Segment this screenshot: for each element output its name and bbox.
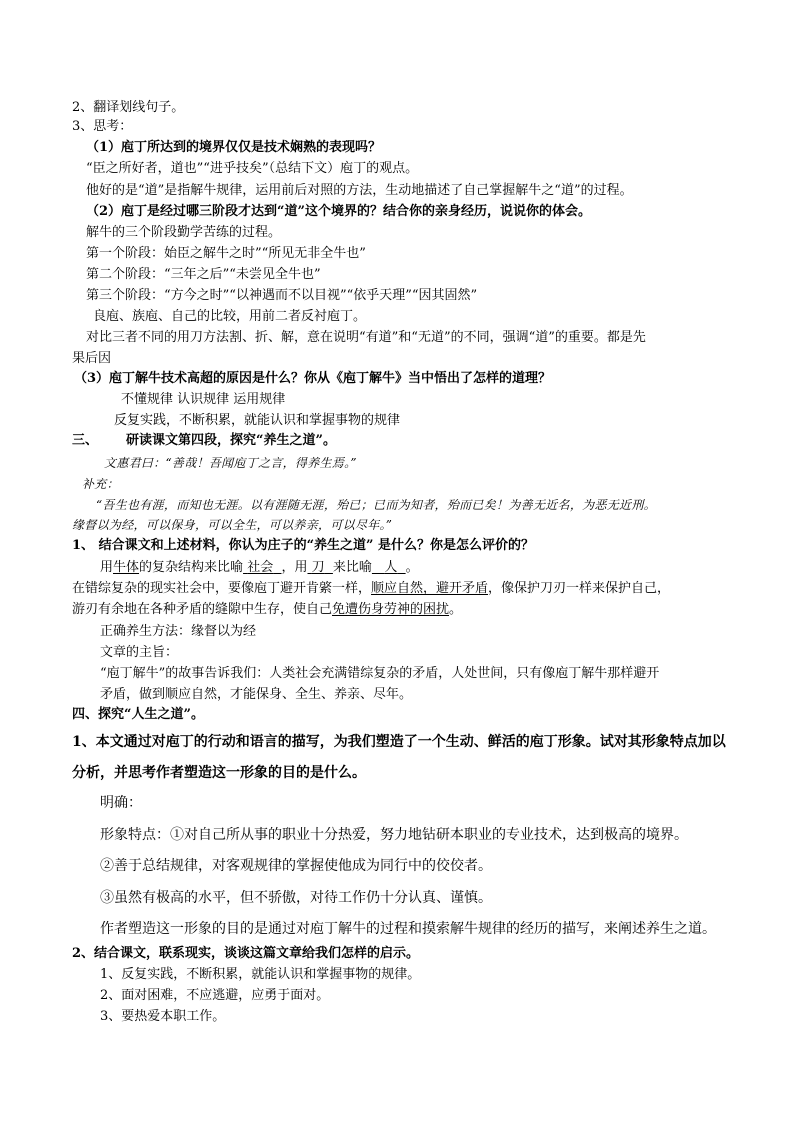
complex-1-post: ，像保护刀刃一样来保护自己， (488, 581, 671, 596)
complex-2-text: 游刃有余地在各种矛盾的缝隙中生存，使自己 (72, 602, 333, 617)
answer-3-line-2: 反复实践，不断积累，就能认识和掌握事物的规律 (114, 413, 401, 428)
trait-1: 形象特点：①对自己所从事的职业十分热爱，努力地钻研本职业的专业技术，达到极高的境界。 (100, 827, 688, 843)
complex-2-post: 。 (449, 602, 463, 617)
complex-2-underline: 免遭伤身劳神的困扰 (332, 602, 450, 617)
prompt-2: 2、结合课文，联系现实，谈谈这篇文章给我们怎样的启示。 (72, 946, 420, 961)
answer-1-line-1: “臣之所好者，道也”“进乎技矣”（总结下文）庖丁的观点。 (86, 161, 419, 176)
sub-question-1: （1）庖丁所达到的境界仅仅是技术娴熟的表现吗？ (86, 140, 382, 155)
insight-1: 1、反复实践，不断积累，就能认识和掌握事物的规律。 (100, 967, 421, 982)
prompt-1-line-2: 分析，并思考作者塑造这一形象的目的是什么。 (72, 765, 366, 781)
fill-text-3: 来比喻 (332, 560, 372, 575)
supplement-label: 补充： (82, 477, 119, 491)
clarify-label: 明确： (100, 795, 142, 811)
answer-1-line-2: 他好的是“道”是指解牛规律，运用前后对照的方法，生动地描述了自己掌握解牛之“道”的过程。 (86, 183, 633, 198)
fill-shehui-text: 社会 (247, 560, 274, 575)
comparison: 良庖、族庖、自己的比较，用前二者反衬庖丁。 (93, 309, 367, 324)
fill-blank-dao (307, 560, 332, 575)
zhuangzi-quote-line-2: 缘督以为经，可以保身，可以全生，可以养亲，可以尽年。” (72, 518, 393, 532)
fill-blank-shehui (243, 560, 281, 575)
insight-2: 2、面对困难，不应逃避，应勇于面对。 (100, 988, 330, 1003)
author-purpose: 作者塑造这一形象的目的是通过对庖丁解牛的过程和摸索解牛规律的经历的描写，来阐述养生之道。 (100, 921, 716, 937)
wenhui-quote: 文惠君曰：“善哉！吾闻庖丁之言，得养生焉。” (104, 456, 357, 470)
section-3-title: 研读课文第四段，探究“养生之道”。 (126, 433, 336, 448)
zhuangzi-quote-line-1: “吾生也有涯，而知也无涯。以有涯随无涯，殆已；已而为知者，殆而已矣！为善无近名，为恶无近刑。 (96, 498, 656, 512)
theme-line-2: 矛盾，做到顺应自然，才能保身、全生、养亲、尽年。 (100, 687, 413, 702)
stage-3: 第三个阶段：“方今之时”“以神遇而不以目视”“依乎天理”“因其固然” (86, 288, 478, 303)
fill-blank-niuti: 牛体 (113, 560, 140, 575)
fill-ren-text: 人 (384, 560, 398, 575)
prompt-1-line-1: 1、本文通过对庖丁的行动和语言的描写，为我们塑造了一个生动、鲜活的庖丁形象。试对其形象特点加以 (72, 734, 726, 750)
trait-2: ②善于总结规律，对客观规律的掌握使他成为同行中的佼佼者。 (100, 858, 492, 874)
question-2: 2、翻译划线句子。 (72, 100, 185, 115)
sub-question-3: （3）庖丁解牛技术高超的原因是什么？你从《庖丁解牛》当中悟出了怎样的道理？ (74, 371, 552, 386)
complex-society-line-1 (72, 580, 670, 598)
fill-dao-text: 刀 (311, 560, 325, 575)
section-4-heading: 四、探究“人生之道”。 (72, 707, 204, 722)
question-3: 3、思考： (72, 119, 133, 134)
contrast-line-1: 对比三者不同的用刀方法割、折、解，意在说明“有道”和“无道”的不同，强调“道”的重要。都是先 (86, 330, 646, 345)
contrast-line-2: 果后因 (72, 351, 112, 366)
insight-3: 3、要热爱本职工作。 (100, 1009, 226, 1024)
stage-2: 第二个阶段：“三年之后”“未尝见全牛也” (86, 267, 321, 282)
complex-society-line-2 (72, 601, 462, 619)
sub-question-2: （2）庖丁是经过哪三阶段才达到“道”这个境界的？结合你的亲身经历，说说你的体会。 (86, 204, 592, 219)
fill-text-2: ，用 (281, 560, 308, 575)
fill-text-1: 的复杂结构来比喻 (139, 560, 244, 575)
health-method: 正确养生方法：缘督以为经 (100, 624, 257, 639)
metaphor-fill-line (100, 559, 419, 577)
theme-line-1: “庖丁解牛”的故事告诉我们：人类社会充满错综复杂的矛盾，人处世间，只有像庖丁解牛那样避开 (100, 666, 660, 681)
fill-blank-ren (372, 560, 406, 575)
question-1-title: 1、 结合课文和上述材料，你认为庄子的“养生之道” 是什么？你是怎么评价的？ (72, 538, 535, 553)
stages-intro: 解牛的三个阶段勤学苦练的过程。 (86, 225, 282, 240)
stage-1: 第一个阶段：始臣之解牛之时”“所见无非全牛也” (86, 246, 366, 261)
fill-prefix: 用 (100, 560, 114, 575)
answer-3-line-1: 不懂规律 认识规律 运用规律 (121, 392, 286, 407)
complex-1-underline: 顺应自然，避开矛盾 (371, 581, 489, 596)
theme-label: 文章的主旨： (100, 645, 179, 660)
trait-3: ③虽然有极高的水平，但不骄傲，对待工作仍十分认真、谨慎。 (100, 890, 492, 906)
section-3-heading (72, 432, 336, 450)
fill-end: 。 (405, 560, 419, 575)
complex-1-text: 在错综复杂的现实社会中，要像庖丁避开肯綮一样， (72, 581, 372, 596)
section-3-number: 三、 (72, 433, 99, 448)
